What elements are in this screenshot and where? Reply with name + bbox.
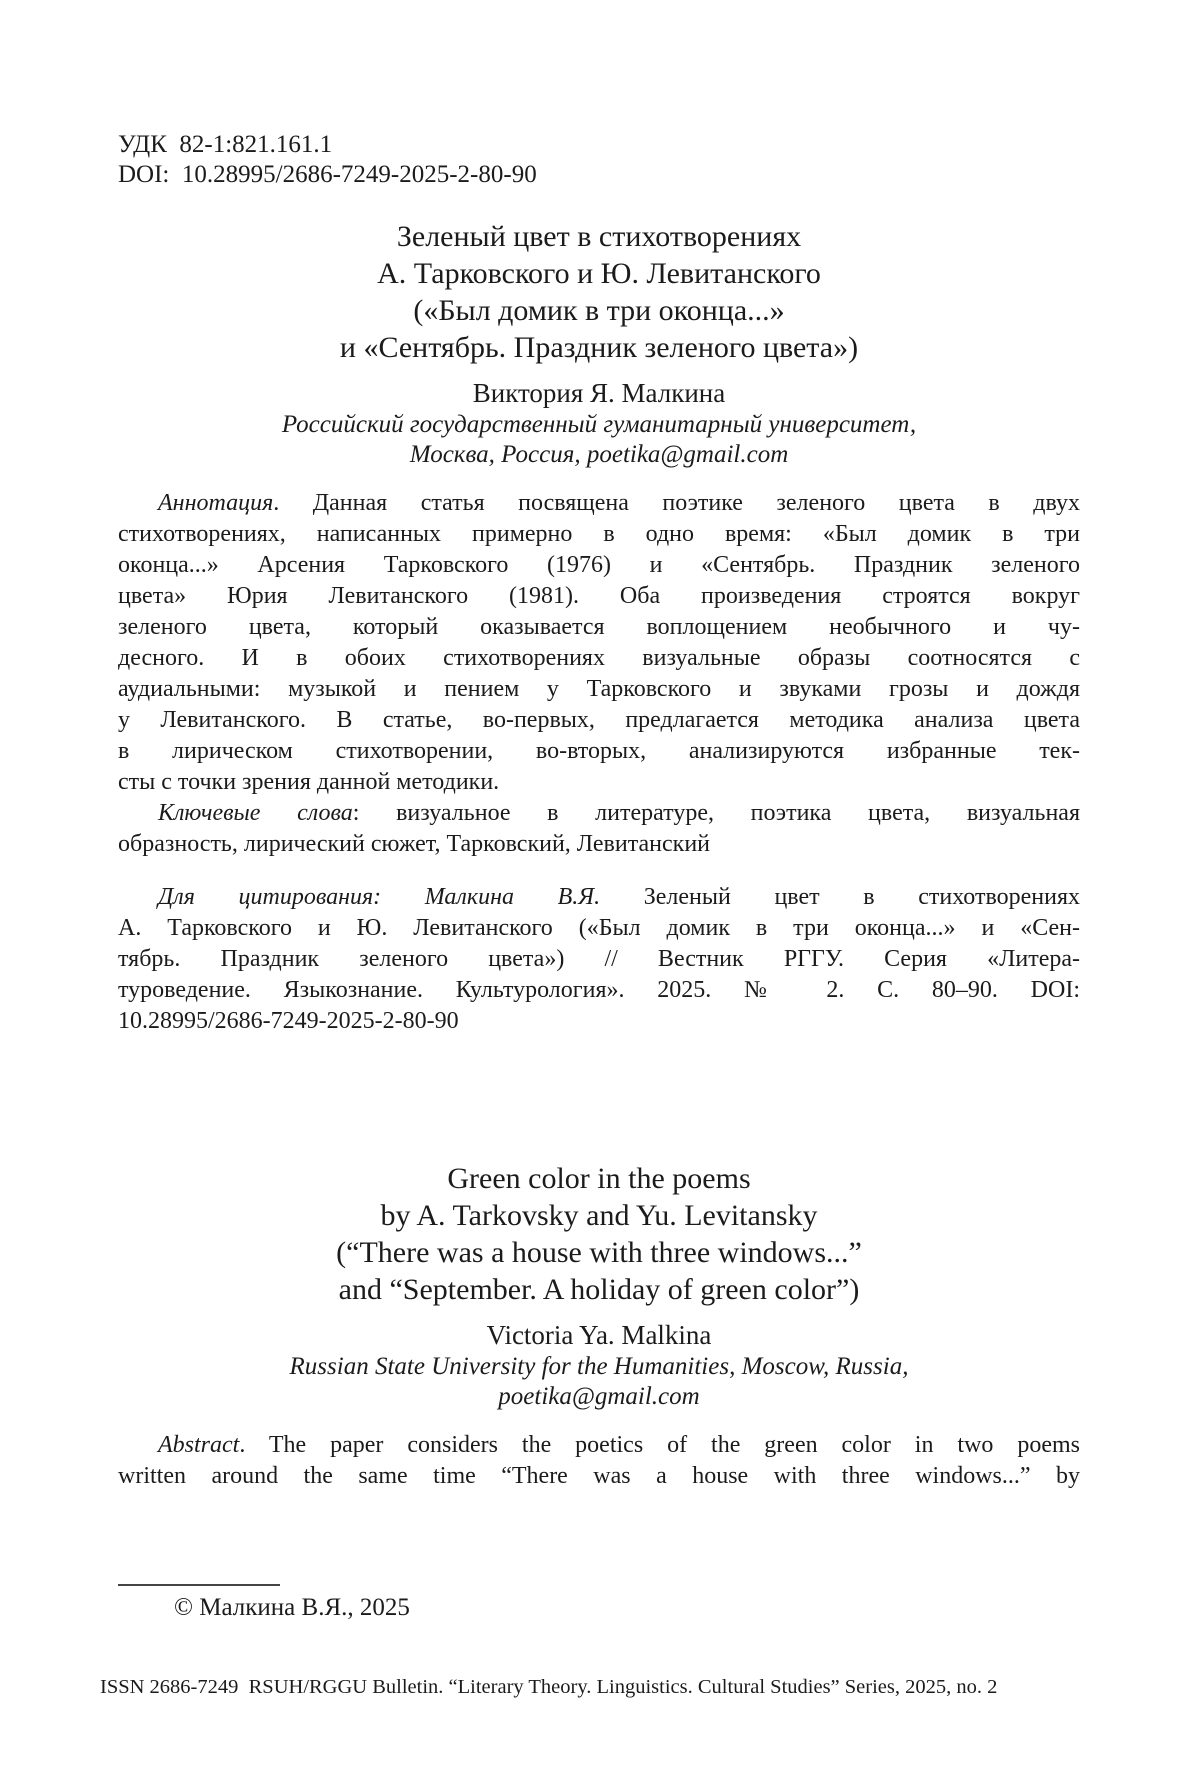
ru-citation	[118, 882, 1080, 1037]
ru-abstract-last-line: сты с точки зрения данной методики.	[118, 769, 500, 795]
copyright-note: © Малкина В.Я., 2025	[174, 1594, 410, 1621]
title-en-line-3: (“There was a house with three windows...”	[336, 1236, 862, 1269]
ru-abstract-first-line-text: . Данная статья посвящена поэтике зеленого цвета в двух	[273, 490, 1080, 516]
affiliation-ru	[118, 410, 1080, 470]
ru-abstract-line: цвета» Юрия Левитанского (1981). Оба произведения строятся вокруг	[118, 583, 1080, 609]
ru-abstract-line: в лирическом стихотворении, во-вторых, анализируются избранные тек-	[118, 738, 1080, 764]
en-abstract-first-line-text: . The paper considers the poetics of the green color in two poems	[239, 1432, 1080, 1458]
affiliation-en-line-2: poetika@gmail.com	[498, 1383, 700, 1410]
ru-abstract-line: стихотворениях, написанных примерно в одно время: «Был домик в три	[118, 521, 1080, 547]
article-content	[118, 0, 1080, 1624]
ru-keywords-last-line: образность, лирический сюжет, Тарковский, Левитанский	[118, 831, 711, 857]
ru-abstract-line: аудиальными: музыкой и пением у Тарковского и звуками грозы и дождя	[118, 676, 1080, 702]
footer-issn-line: ISSN 2686-7249 RSUH/RGGU Bulletin. “Literary Theory. Linguistics. Cultural Studies” Series, 2025, no. 2	[100, 1676, 998, 1698]
udc-code: УДК 82-1:821.161.1	[118, 131, 333, 158]
title-ru-line-2: А. Тарковского и Ю. Левитанского	[377, 257, 821, 290]
en-abstract-first-line	[118, 1430, 1080, 1461]
title-en-line-2: by A. Tarkovsky and Yu. Levitansky	[380, 1199, 818, 1232]
affiliation-ru-line-2: Москва, Россия, poetika@gmail.com	[409, 441, 789, 468]
ru-abstract-line: у Левитанского. В статье, во-первых, предлагается методика анализа цвета	[118, 707, 1080, 733]
ru-keywords	[118, 798, 1080, 860]
en-abstract	[118, 1430, 1080, 1492]
ru-citation-label: Для цитирования: Малкина В.Я.	[158, 884, 601, 910]
ru-citation-first-line	[118, 882, 1080, 913]
ru-citation-line: туроведение. Языкознание. Культурология». 2025. № 2. С. 80–90. DOI:	[118, 977, 1080, 1003]
title-en-line-1: Green color in the poems	[447, 1162, 751, 1195]
affiliation-ru-line-1: Российский государственный гуманитарный университет,	[281, 411, 917, 438]
title-ru-line-3: («Был домик в три оконца...»	[413, 294, 785, 327]
en-abstract-label: Abstract	[158, 1432, 240, 1458]
ru-citation-line: А. Тарковского и Ю. Левитанского («Был домик в три оконца...» и «Сен-	[118, 915, 1080, 941]
ru-abstract	[118, 488, 1080, 798]
title-ru-line-4: и «Сентябрь. Праздник зеленого цвета»)	[339, 331, 859, 364]
author-ru: Виктория Я. Малкина	[472, 378, 726, 408]
ru-citation-first-line-text: Зеленый цвет в стихотворениях	[600, 884, 1080, 910]
article-title-en	[118, 1160, 1080, 1308]
doi-code: DOI: 10.28995/2686-7249-2025-2-80-90	[118, 161, 537, 188]
affiliation-en	[118, 1352, 1080, 1412]
ru-abstract-label: Аннотация	[158, 490, 274, 516]
ru-keywords-first-line	[118, 798, 1080, 829]
ru-abstract-line: зеленого цвета, который оказывается воплощением необычного и чу-	[118, 614, 1080, 640]
ru-abstract-line: оконца...» Арсения Тарковского (1976) и «Сентябрь. Праздник зеленого	[118, 552, 1080, 578]
title-ru-line-1: Зеленый цвет в стихотворениях	[396, 220, 802, 253]
ru-abstract-line: десного. И в обоих стихотворениях визуальные образы соотносятся с	[118, 645, 1080, 671]
author-en: Victoria Ya. Malkina	[486, 1320, 712, 1350]
en-abstract-line: written around the same time “There was a house with three windows...” by	[118, 1463, 1080, 1489]
ru-citation-last-line: 10.28995/2686-7249-2025-2-80-90	[118, 1008, 459, 1034]
title-en-line-4: and “September. A holiday of green color”)	[338, 1273, 860, 1306]
affiliation-en-line-1: Russian State University for the Humanities, Moscow, Russia,	[289, 1353, 909, 1380]
ru-keywords-label: Ключевые слова	[158, 800, 353, 826]
ru-keywords-first-line-text: : визуальное в литературе, поэтика цвета, визуальная	[352, 800, 1080, 826]
ru-abstract-first-line	[118, 488, 1080, 519]
ru-citation-line: тябрь. Праздник зеленого цвета») // Вестник РГГУ. Серия «Литера-	[118, 946, 1080, 972]
article-meta	[118, 130, 1080, 190]
article-title-ru	[118, 218, 1080, 366]
footnote	[118, 1584, 1080, 1624]
footnote-rule	[118, 1584, 280, 1586]
